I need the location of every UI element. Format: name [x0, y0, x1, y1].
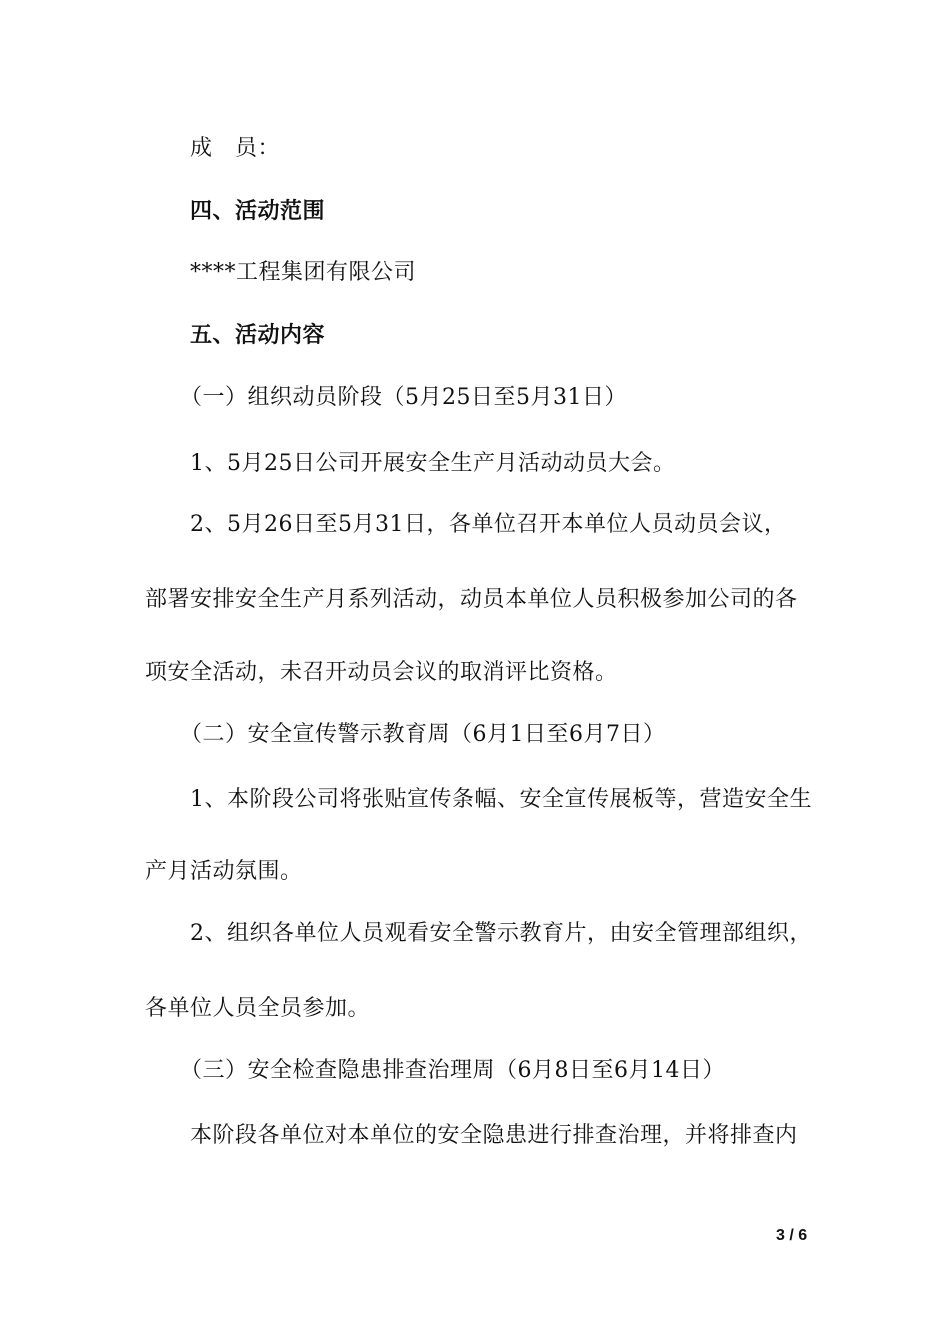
section-heading-scope: 四、活动范围 [190, 199, 326, 224]
paragraph-line: 本阶段各单位对本单位的安全隐患进行排查治理，并将排查内 [190, 1123, 798, 1148]
members-line: 成 员： [190, 136, 281, 161]
paragraph-line: 2、组织各单位人员观看安全警示教育片，由安全管理部组织， [190, 921, 812, 946]
paragraph-line: 1、5月25日公司开展安全生产月活动动员大会。 [190, 451, 676, 476]
subsection-heading-education-week: （二）安全宣传警示教育周（6月1日至6月7日） [180, 722, 666, 747]
paragraph-line: 项安全活动，未召开动员会议的取消评比资格。 [145, 660, 618, 685]
paragraph-line: 部署安排安全生产月系列活动，动员本单位人员积极参加公司的各 [145, 587, 798, 612]
paragraph-line: 产月活动氛围。 [145, 859, 303, 884]
paragraph-line: 各单位人员全员参加。 [145, 996, 371, 1021]
paragraph-line: 2、5月26日至5月31日，各单位召开本单位人员动员会议， [190, 512, 787, 537]
page-number: 3 / 6 [776, 1227, 808, 1244]
subsection-heading-inspection-week: （三）安全检查隐患排查治理周（6月8日至6月14日） [180, 1058, 725, 1083]
section-heading-content: 五、活动内容 [190, 323, 326, 348]
company-name-line: ****工程集团有限公司 [190, 260, 417, 285]
paragraph-line: 1、本阶段公司将张贴宣传条幅、安全宣传展板等，营造安全生 [190, 787, 812, 812]
subsection-heading-mobilization: （一）组织动员阶段（5月25日至5月31日） [180, 385, 627, 410]
